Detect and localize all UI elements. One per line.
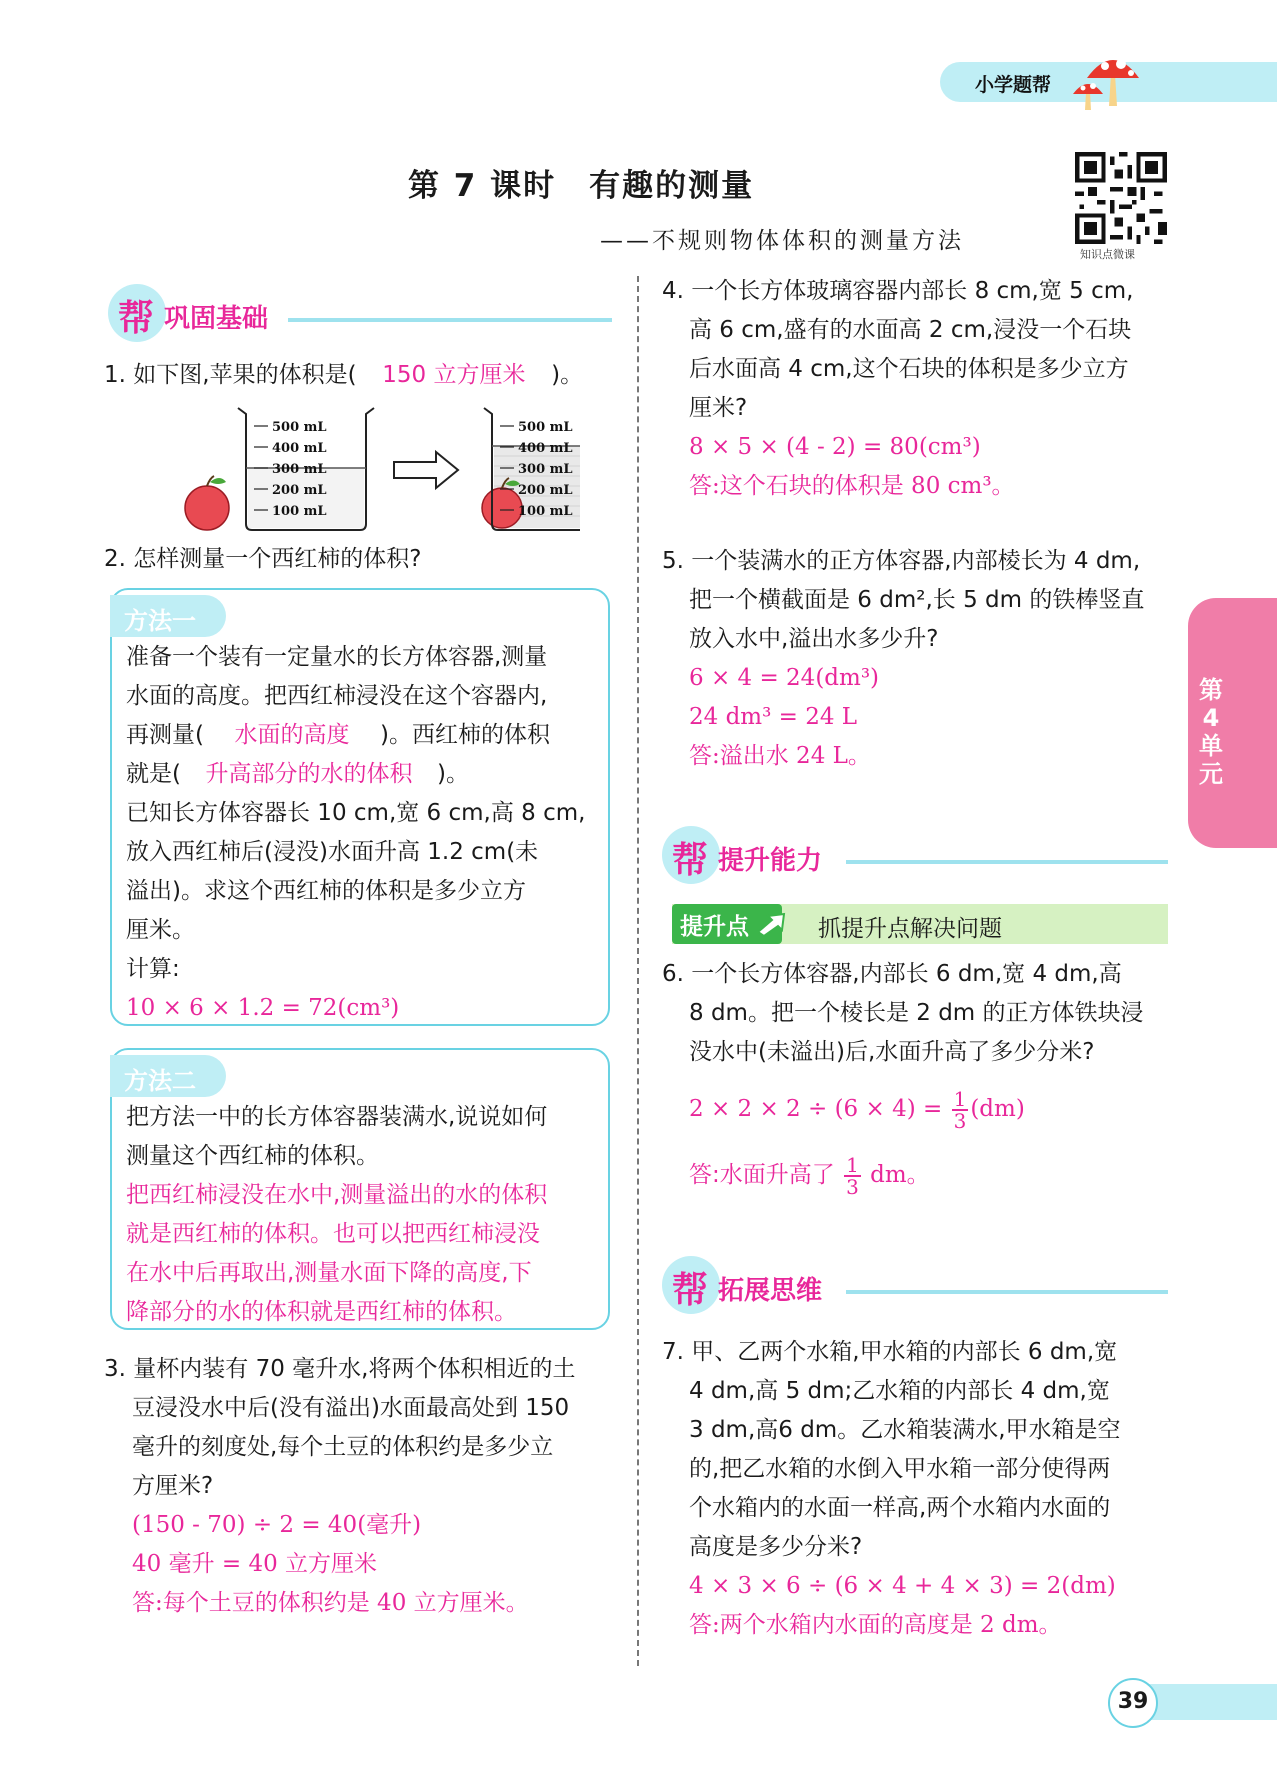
beaker-label: 200 mL — [272, 483, 327, 498]
q5-answer: 答:溢出水 24 L。 — [689, 743, 871, 769]
section-rule — [288, 318, 612, 322]
fraction-numerator: 1 — [846, 1153, 859, 1177]
method1-answer-blank: 水面的高度 — [234, 722, 350, 748]
beaker-label: 500 mL — [518, 420, 573, 435]
method1-line: 厘米。 — [126, 917, 195, 943]
q1-question — [104, 356, 583, 395]
q7-line: 7. 甲、乙两个水箱,甲水箱的内部长 6 dm,宽 — [662, 1339, 1118, 1365]
beaker-label: 300 mL — [518, 462, 573, 477]
method1-line: 放入西红柿后(浸没)水面升高 1.2 cm(未 — [126, 839, 539, 865]
method1-line — [126, 755, 469, 794]
section-title: 提升能力 — [718, 846, 823, 876]
beaker-label: 400 mL — [272, 441, 327, 456]
section-title: 巩固基础 — [164, 304, 269, 334]
q6-line: 没水中(未溢出)后,水面升高了多少分米? — [689, 1039, 1095, 1065]
method1-answer-blank: 升高部分的水的体积 — [205, 761, 413, 787]
q3-answer: 40 毫升 = 40 立方厘米 — [132, 1551, 378, 1577]
section-mark: 帮 — [118, 298, 155, 339]
q5-answer: 24 dm³ = 24 L — [689, 704, 858, 730]
tisheng-badge-label: 提升点 — [680, 914, 749, 940]
q3-answer: 答:每个土豆的体积约是 40 立方厘米。 — [132, 1590, 529, 1616]
q3-line: 3. 量杯内装有 70 毫升水,将两个体积相近的土 — [104, 1356, 576, 1382]
section-mark: 帮 — [672, 1270, 709, 1311]
q7-line: 的,把乙水箱的水倒入甲水箱一部分使得两 — [689, 1456, 1111, 1482]
method2-answer-line: 就是西红柿的体积。也可以把西红柿浸没 — [126, 1221, 540, 1247]
column-divider — [637, 276, 639, 1666]
q2-question: 2. 怎样测量一个西红柿的体积? — [104, 546, 422, 572]
section-title: 拓展思维 — [718, 1276, 823, 1306]
q7-line: 个水箱内的水面一样高,两个水箱内水面的 — [689, 1495, 1111, 1521]
qr-caption: 知识点微课 — [1080, 248, 1135, 261]
section-heading-basic — [108, 284, 612, 342]
method1-line: 水面的高度。把西红柿浸没在这个容器内, — [126, 683, 548, 709]
beaker-label: 200 mL — [518, 483, 573, 498]
fraction-denominator: 3 — [953, 1109, 967, 1133]
q1-prefix: 1. 如下图,苹果的体积是( — [104, 362, 357, 388]
q3-line: 方厘米? — [132, 1473, 214, 1499]
q6-unit: dm。 — [870, 1162, 930, 1188]
beaker-figure — [180, 400, 580, 536]
method2-answer-line: 降部分的水的体积就是西红柿的体积。 — [126, 1299, 517, 1325]
method1-calculation: 10 × 6 × 1.2 = 72(cm³) — [126, 995, 400, 1021]
method1-tab — [110, 595, 226, 637]
method1-line: 计算: — [126, 956, 180, 982]
q5-line: 把一个横截面是 6 dm²,长 5 dm 的铁棒竖直 — [689, 587, 1145, 613]
section-heading-expand — [662, 1256, 1168, 1314]
q4-line: 厘米? — [689, 395, 748, 421]
q6-answer — [689, 1082, 1025, 1136]
qr-code-icon[interactable] — [1075, 152, 1167, 244]
q5-answer: 6 × 4 = 24(dm³) — [689, 665, 880, 691]
method1-line: 已知长方体容器长 10 cm,宽 6 cm,高 8 cm, — [126, 800, 586, 826]
section-rule — [846, 1290, 1168, 1294]
q3-line: 豆浸没水中后(没有溢出)水面最高处到 150 — [132, 1395, 570, 1421]
method2-tab-label: 方法二 — [124, 1067, 196, 1095]
q3-answer: (150 - 70) ÷ 2 = 40(毫升) — [132, 1512, 422, 1538]
q7-answer: 答:两个水箱内水面的高度是 2 dm。 — [689, 1612, 1062, 1638]
method2-line: 把方法一中的长方体容器装满水,说说如何 — [126, 1104, 548, 1130]
q7-answer: 4 × 3 × 6 ÷ (6 × 4 + 4 × 3) = 2(dm) — [689, 1573, 1116, 1599]
method1-line — [126, 716, 550, 755]
tisheng-text: 抓提升点解决问题 — [818, 916, 1002, 942]
q4-line: 4. 一个长方体玻璃容器内部长 8 cm,宽 5 cm, — [662, 278, 1134, 304]
q3-line: 毫升的刻度处,每个土豆的体积约是多少立 — [132, 1434, 554, 1460]
beaker-with-apple — [482, 408, 580, 530]
method1-text: )。 — [436, 761, 469, 787]
arrow-right-icon — [394, 452, 458, 488]
q6-fraction — [844, 1155, 861, 1197]
q7-line: 4 dm,高 5 dm;乙水箱的内部长 4 dm,宽 — [689, 1378, 1110, 1404]
q4-answer: 8 × 5 × (4 - 2) = 80(cm³) — [689, 434, 981, 460]
method1-tab-label: 方法一 — [124, 607, 196, 635]
q6-fraction — [952, 1089, 969, 1131]
beaker-label: 100 mL — [518, 504, 573, 519]
method2-line: 测量这个西红柿的体积。 — [126, 1143, 379, 1169]
q7-line: 高度是多少分米? — [689, 1534, 863, 1560]
method2-answer-line: 在水中后再取出,测量水面下降的高度,下 — [126, 1260, 532, 1286]
q5-line: 5. 一个装满水的正方体容器,内部棱长为 4 dm, — [662, 548, 1141, 574]
q7-line: 3 dm,高6 dm。乙水箱装满水,甲水箱是空 — [689, 1417, 1121, 1443]
q6-answer-text: 答:水面升高了 — [689, 1162, 835, 1188]
q6-unit: (dm) — [970, 1096, 1025, 1122]
section-heading-advance — [662, 826, 1168, 884]
apple-icon — [185, 476, 229, 530]
beaker-label: 400 mL — [518, 441, 573, 456]
method2-answer-line: 把西红柿浸没在水中,测量溢出的水的体积 — [126, 1182, 548, 1208]
q6-expression: 2 × 2 × 2 ÷ (6 × 4) = — [689, 1096, 943, 1122]
q1-answer: 150 立方厘米 — [382, 362, 526, 388]
q4-answer: 答:这个石块的体积是 80 cm³。 — [689, 473, 1015, 499]
beaker-label: 100 mL — [272, 504, 327, 519]
method1-line: 溢出)。求这个西红柿的体积是多少立方 — [126, 878, 526, 904]
q5-line: 放入水中,溢出水多少升? — [689, 626, 939, 652]
unit-side-tab-label: 第 4 单 元 — [1199, 676, 1223, 788]
q6-answer — [689, 1148, 930, 1202]
q1-suffix: )。 — [551, 362, 584, 388]
brand-label: 小学题帮 — [975, 74, 1052, 96]
section-mark: 帮 — [672, 840, 709, 881]
beaker-empty — [238, 408, 374, 530]
q6-line: 6. 一个长方体容器,内部长 6 dm,宽 4 dm,高 — [662, 961, 1122, 987]
method1-text: 再测量( — [126, 722, 204, 748]
q6-line: 8 dm。把一个棱长是 2 dm 的正方体铁块浸 — [689, 1000, 1144, 1026]
page-number: 39 — [1117, 1689, 1149, 1714]
tisheng-arrow-icon — [754, 910, 790, 938]
lesson-subtitle: ——不规则物体体积的测量方法 — [600, 228, 964, 254]
fraction-numerator: 1 — [953, 1087, 967, 1111]
method1-text: 就是( — [126, 761, 181, 787]
beaker-label: 300 mL — [272, 462, 327, 477]
beaker-label: 500 mL — [272, 420, 327, 435]
lesson-title: 第 7 课时 有趣的测量 — [408, 168, 755, 204]
q4-line: 后水面高 4 cm,这个石块的体积是多少立方 — [689, 356, 1129, 382]
method1-line: 准备一个装有一定量水的长方体容器,测量 — [126, 644, 548, 670]
section-rule — [846, 860, 1168, 864]
fraction-denominator: 3 — [846, 1175, 859, 1199]
q4-line: 高 6 cm,盛有的水面高 2 cm,浸没一个石块 — [689, 317, 1132, 343]
mushroom-icon — [1065, 46, 1145, 116]
method2-tab — [110, 1055, 226, 1097]
method1-text: )。西红柿的体积 — [379, 722, 550, 748]
